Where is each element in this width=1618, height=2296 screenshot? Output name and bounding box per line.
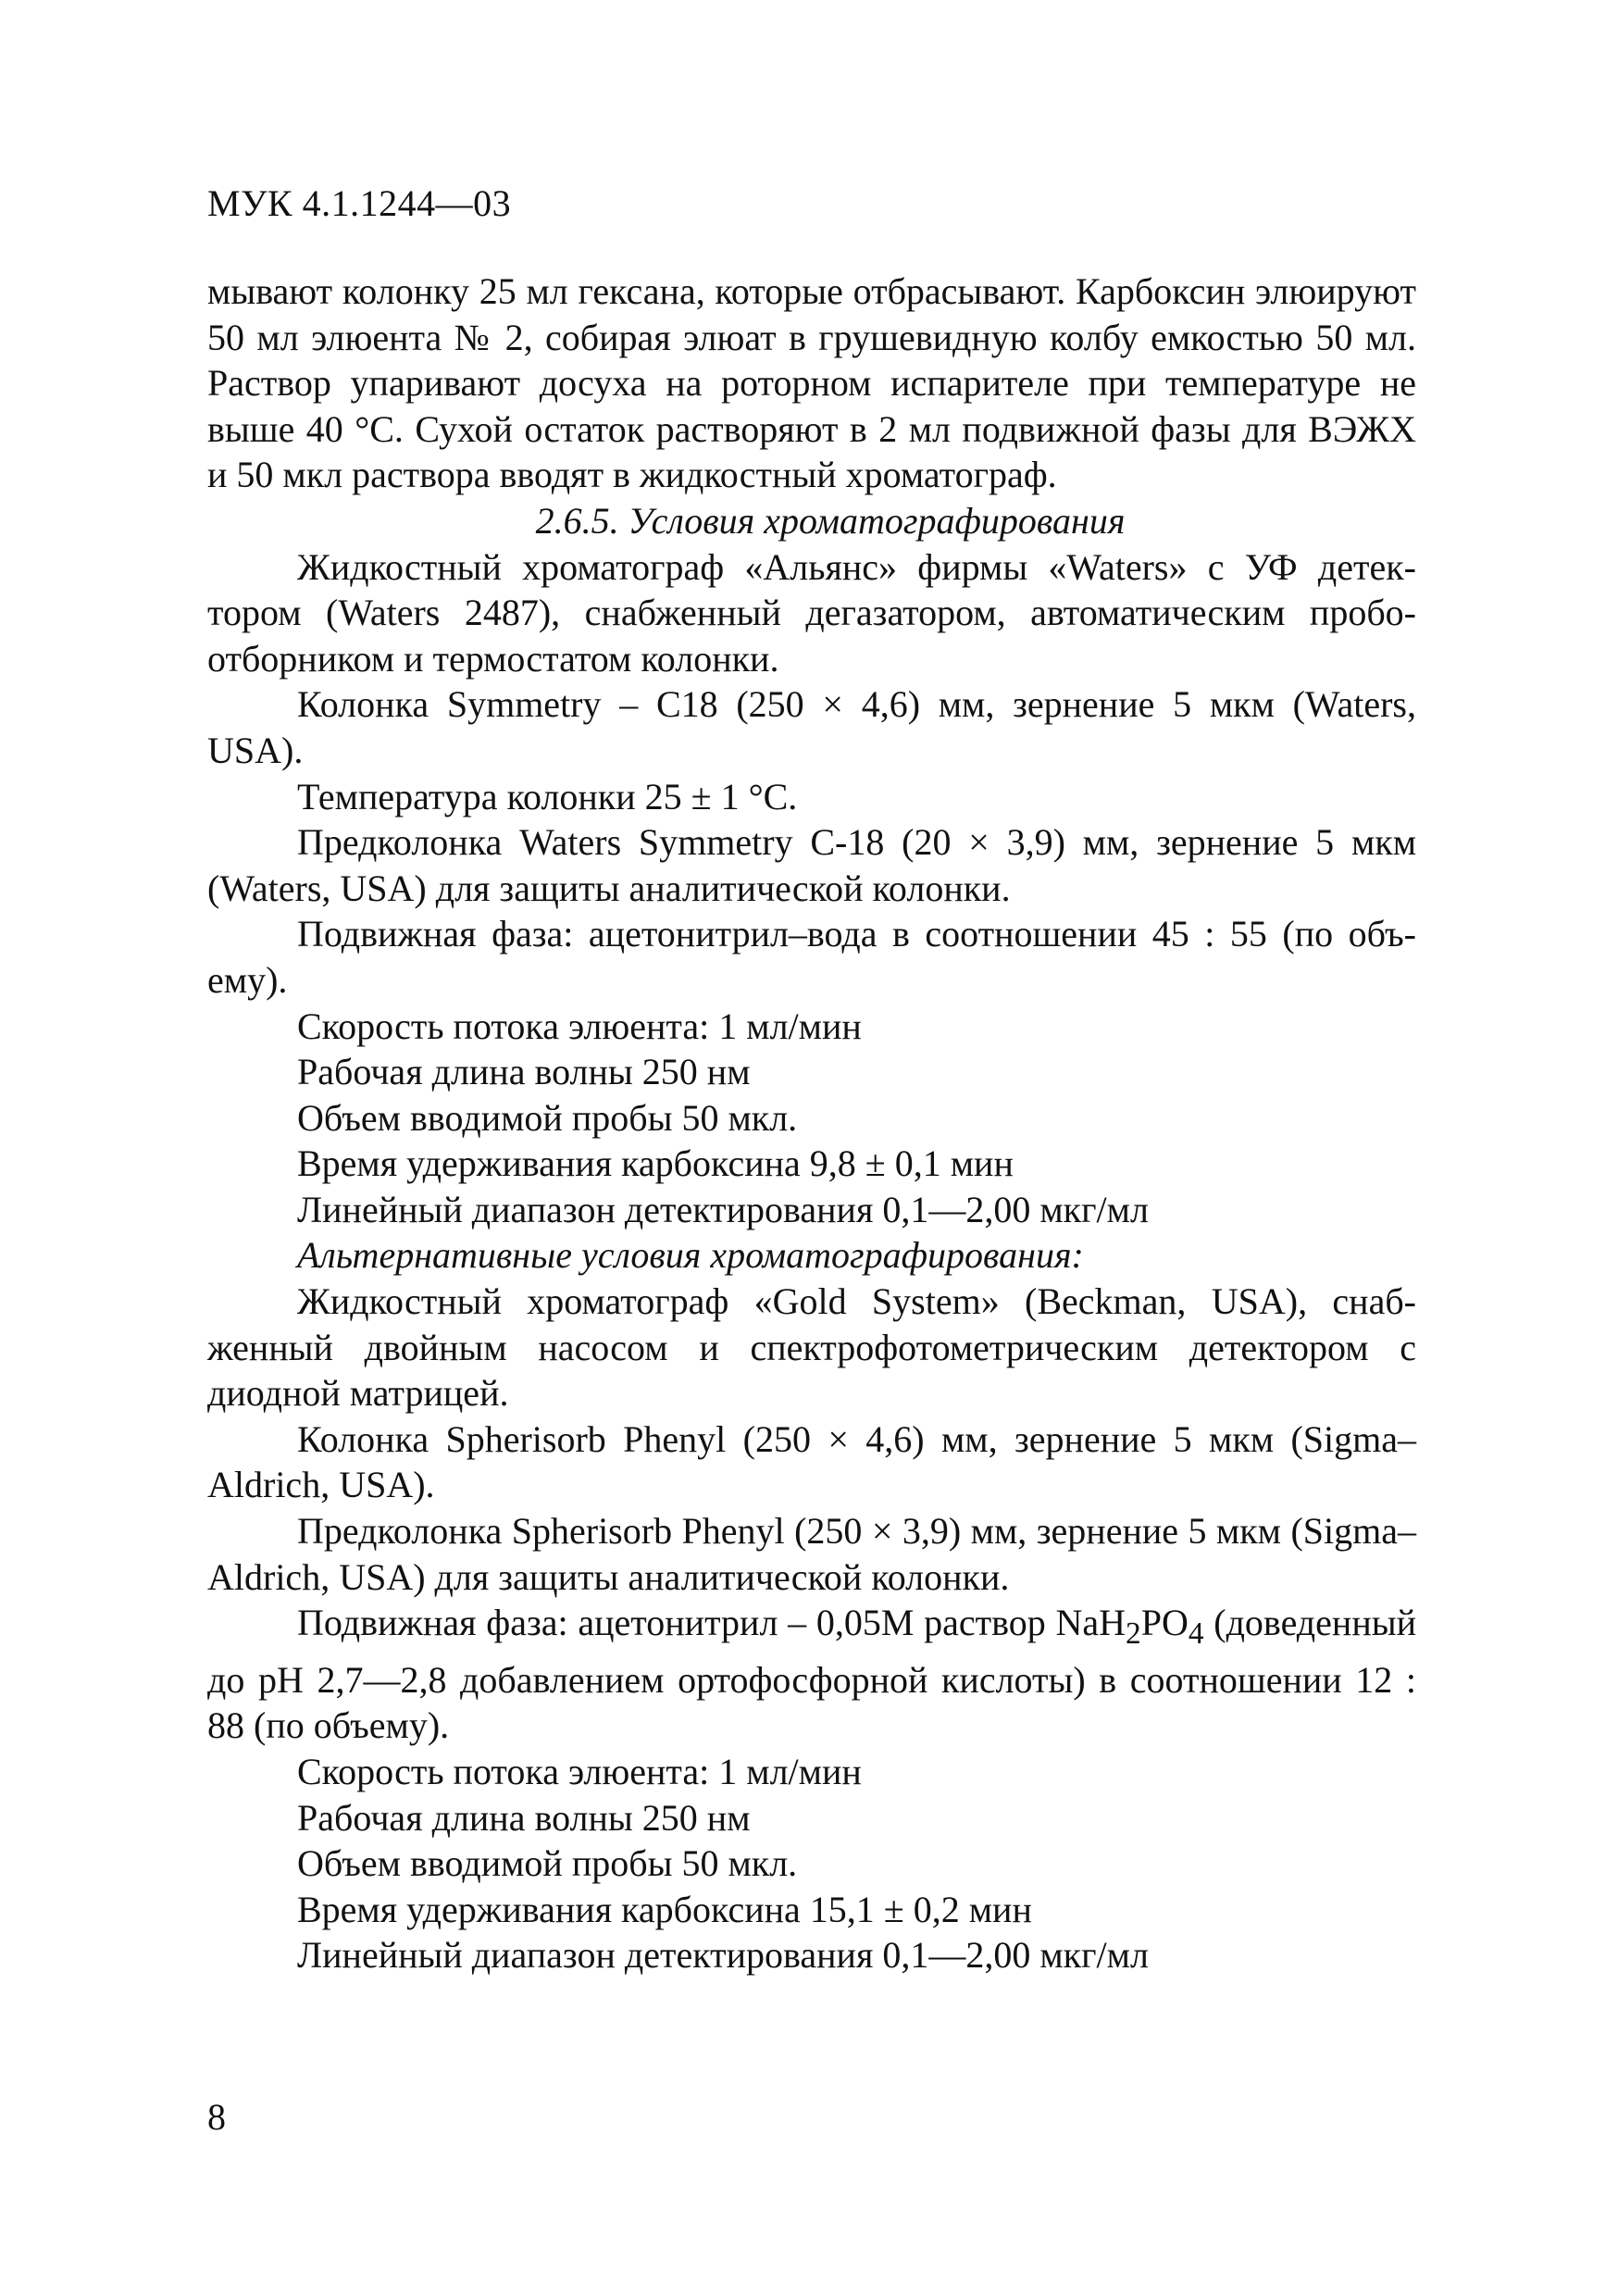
paragraph-precolumn: Предколонка Waters Symmetry С-18 (20 × 3,9) мм, зернение 5 мкм (Waters, USA) для защиты аналитической колонки.	[207, 821, 1416, 909]
line-linear-range: Линейный диапазон детектирования 0,1—2,00 мкг/мл	[297, 1188, 1149, 1230]
line-alt-injection-volume: Объем вводимой пробы 50 мкл.	[297, 1842, 798, 1885]
paragraph-column: Колонка Symmetry – С18 (250 × 4,6) мм, зернение 5 мкм (Waters, USA).	[207, 683, 1416, 771]
paragraph-elution: мывают колонку 25 мл гексана, которые отбрасывают. Карбоксин элюируют 50 мл элюента № 2, собирая элюат в грушевидную колбу емкостью 50 мл. Раствор упаривают досуха на роторном испарителе при температуре не выше 40 °С. Сухой остаток растворяют в 2 мл подвижной фазы для ВЭЖХ и 50 мкл раствора вводят в жидкостный хроматограф.	[207, 270, 1416, 496]
line-wavelength: Рабочая длина волны 250 нм	[297, 1051, 751, 1093]
line-retention-time: Время удерживания карбоксина 9,8 ± 0,1 мин	[297, 1142, 1014, 1185]
alt-mobile-phase-text-start: Подвижная фаза: ацетонитрил – 0,05М раствор NaH	[297, 1602, 1126, 1644]
document-body	[207, 268, 1416, 1978]
paragraph-mobile-phase: Подвижная фаза: ацетонитрил–вода в соотношении 45 : 55 (по объему).	[207, 913, 1416, 1001]
paragraph-alt-chromatograph: Жидкостный хроматограф «Gold System» (Beckman, USA), снабженный двойным насосом и спектрофотометрическим детектором с диодной матрицей.	[207, 1280, 1416, 1415]
page-number: 8	[207, 2096, 226, 2138]
line-column-temperature: Температура колонки 25 ± 1 °С.	[297, 775, 798, 817]
document-code-header: МУК 4.1.1244—03	[207, 182, 512, 224]
paragraph-alt-precolumn: Предколонка Spherisorb Phenyl (250 × 3,9) мм, зернение 5 мкм (Sigma–Aldrich, USA) для защиты аналитической колонки.	[207, 1510, 1416, 1598]
line-injection-volume: Объем вводимой пробы 50 мкл.	[297, 1096, 798, 1139]
subscript-4: 4	[1188, 1616, 1204, 1652]
line-alt-linear-range: Линейный диапазон детектирования 0,1—2,00 мкг/мл	[297, 1934, 1149, 1977]
line-flow-rate: Скорость потока элюента: 1 мл/мин	[297, 1004, 862, 1047]
paragraph-alt-mobile-phase	[207, 1600, 1416, 1749]
subscript-2: 2	[1126, 1616, 1141, 1652]
paragraph-chromatograph: Жидкостный хроматограф «Альянс» фирмы «Waters» с УФ детектором (Waters 2487), снабженный дегазатором, автоматическим пробоотборником и термостатом колонки.	[207, 545, 1416, 680]
line-alt-wavelength: Рабочая длина волны 250 нм	[297, 1796, 751, 1839]
line-alt-flow-rate: Скорость потока элюента: 1 мл/мин	[297, 1751, 862, 1792]
line-alt-retention-time: Время удерживания карбоксина 15,1 ± 0,2 мин	[297, 1888, 1032, 1930]
alt-mobile-phase-text-po: PO	[1140, 1602, 1189, 1644]
paragraph-alt-column: Колонка Spherisorb Phenyl (250 × 4,6) мм, зернение 5 мкм (Sigma–Aldrich, USA).	[207, 1417, 1416, 1506]
alt-mobile-phase-text-end: (доведенный до рН 2,7—2,8 добавлением ортофосфорной кислоты) в соотношении 12 : 88 (по объему).	[207, 1602, 1416, 1747]
section-heading: 2.6.5. Условия хроматографирования	[535, 499, 1126, 542]
alternative-conditions-heading: Альтернативные условия хроматографирования:	[297, 1234, 1084, 1277]
